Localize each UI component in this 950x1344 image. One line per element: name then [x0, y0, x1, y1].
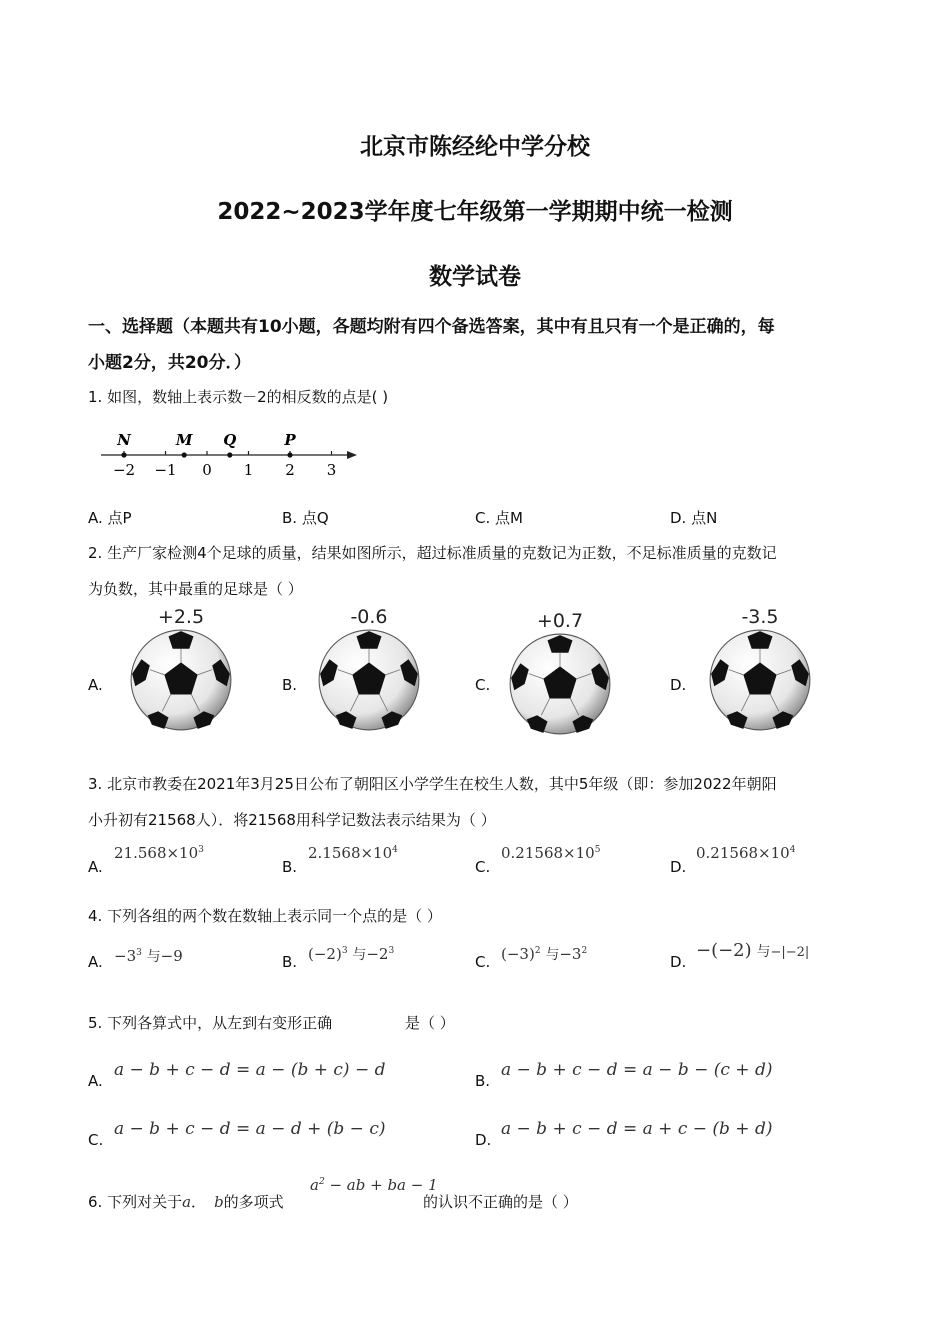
soccer-ball-icon [129, 628, 233, 732]
number-line-point-label: P [284, 431, 296, 449]
q2-stem-line2: 为负数，其中最重的足球是（ ） [88, 580, 303, 598]
q4-d-left: −(−2) [696, 940, 752, 961]
q4-d-right: −|−2| [770, 945, 810, 960]
number-line-figure [95, 426, 365, 482]
number-line-point-label: M [175, 431, 193, 449]
number-line-point [182, 452, 187, 457]
q6-poly-rest: − ab + ba − 1 [324, 1176, 438, 1194]
q5-option-a-letter[interactable]: A. [88, 1072, 103, 1090]
q4-c-left-exp: 2 [534, 946, 541, 956]
section-heading-line2: 小题2分，共20分．） [88, 353, 251, 373]
q1-option-a[interactable]: A. 点P [88, 509, 132, 527]
q4-c-connector: 与 [545, 947, 560, 963]
q4-option-b-letter[interactable]: B. [282, 953, 298, 971]
q2-ball-c[interactable] [505, 610, 615, 740]
q4-a-right: −9 [160, 947, 183, 965]
number-line-point [121, 452, 126, 457]
exam-title: 2022~2023学年度七年级第一学期期中统一检测 [217, 199, 733, 225]
number-line-point-label: N [117, 431, 131, 449]
ball-weight-label: +0.7 [536, 610, 584, 632]
q5-option-b-expr[interactable]: a − b + c − d = a − b − (c + d) [501, 1060, 773, 1080]
q4-option-c-expr[interactable] [501, 944, 587, 964]
q3-b-base: 2.1568×10 [308, 844, 393, 862]
number-line-point [287, 452, 292, 457]
q3-b-exp: 4 [392, 845, 398, 855]
q3-d-base: 0.21568×10 [696, 844, 790, 862]
q3-option-d-letter[interactable]: D. [670, 858, 687, 876]
q2-option-b-letter[interactable]: B. [282, 676, 298, 694]
q6-var-b: b [214, 1193, 224, 1211]
q3-a-base: 21.568×10 [114, 844, 199, 862]
q2-ball-b[interactable] [314, 606, 424, 736]
q3-stem-line2: 小升初有21568人）．将21568用科学记数法表示结果为（ ） [88, 811, 496, 829]
q3-option-d-expr[interactable] [696, 844, 795, 862]
number-line-tick-label: 0 [202, 461, 212, 479]
number-line-tick-label: 2 [285, 461, 295, 479]
q4-a-connector: 与 [146, 949, 161, 965]
q5-option-c-letter[interactable]: C. [88, 1131, 104, 1149]
q6-polynomial [310, 1176, 438, 1194]
q1-option-d[interactable]: D. 点N [670, 509, 718, 527]
q4-b-connector: 与 [352, 947, 367, 963]
soccer-ball-icon [317, 628, 421, 732]
q4-option-a-expr[interactable] [114, 946, 183, 966]
q6-var-a: a [182, 1193, 192, 1211]
q5-option-d-letter[interactable]: D. [475, 1131, 492, 1149]
soccer-ball-icon [508, 632, 612, 736]
q4-d-connector: 与 [756, 944, 771, 960]
q4-option-a-letter[interactable]: A. [88, 953, 103, 971]
ball-weight-label: +2.5 [157, 606, 205, 628]
soccer-ball-icon [708, 628, 812, 732]
q3-option-a-expr[interactable] [114, 844, 204, 862]
number-line-tick-label: 1 [243, 461, 254, 479]
q6-stem-part2: 的多项式 [223, 1193, 284, 1211]
q3-d-exp: 4 [789, 845, 796, 855]
section-heading-line1: 一、选择题（本题共有10小题，各题均附有四个备选答案，其中有且只有一个是正确的，每 [88, 317, 775, 337]
number-line-point [227, 452, 232, 457]
q4-b-right-exp: 3 [388, 946, 395, 956]
ball-weight-label: -0.6 [350, 606, 388, 628]
q3-c-exp: 5 [594, 845, 601, 855]
q6-poly-base: a [310, 1176, 319, 1194]
subject-title: 数学试卷 [429, 264, 521, 290]
q1-option-c[interactable]: C. 点M [475, 509, 523, 527]
q3-option-b-expr[interactable] [308, 844, 398, 862]
q3-option-c-expr[interactable] [501, 844, 600, 862]
q1-stem: 1. 如图，数轴上表示数－2的相反数的点是( ) [88, 388, 389, 406]
q2-ball-a[interactable] [126, 606, 236, 736]
q3-option-b-letter[interactable]: B. [282, 858, 298, 876]
q3-c-base: 0.21568×10 [501, 844, 595, 862]
q4-a-left-exp: 3 [136, 948, 142, 958]
number-line-tick-label: 3 [326, 461, 337, 479]
q1-option-b[interactable]: B. 点Q [282, 509, 329, 527]
number-line-point-label: Q [223, 431, 237, 449]
q4-c-left: (−3) [501, 945, 535, 963]
q4-stem: 4. 下列各组的两个数在数轴上表示同一个点的是（ ） [88, 907, 442, 925]
ball-weight-label: -3.5 [741, 606, 779, 628]
q4-b-left: (−2) [308, 945, 342, 963]
school-name: 北京市陈经纶中学分校 [360, 134, 590, 160]
q4-c-right: −3 [559, 945, 582, 963]
q6-stem [88, 1191, 284, 1212]
q4-b-right: −2 [366, 945, 389, 963]
q3-a-exp: 3 [198, 845, 204, 855]
q5-stem-part1: 5. 下列各算式中，从左到右变形正确 [88, 1014, 333, 1032]
q4-option-c-letter[interactable]: C. [475, 953, 491, 971]
q2-ball-d[interactable] [705, 606, 815, 736]
number-line-tick-label: −1 [154, 461, 177, 479]
q4-option-d-expr[interactable] [696, 940, 809, 961]
q5-option-a-expr[interactable]: a − b + c − d = a − (b + c) − d [114, 1060, 386, 1080]
number-line-tick-label: −2 [112, 461, 136, 479]
q6-poly-exp: 2 [318, 1177, 325, 1187]
q3-option-c-letter[interactable]: C. [475, 858, 491, 876]
q4-c-right-exp: 2 [581, 946, 588, 956]
q6-separator: ． [191, 1193, 207, 1211]
q3-option-a-letter[interactable]: A. [88, 858, 103, 876]
q2-option-c-letter[interactable]: C. [475, 676, 491, 694]
q4-b-left-exp: 3 [341, 946, 348, 956]
q2-option-d-letter[interactable]: D. [670, 676, 687, 694]
q5-option-b-letter[interactable]: B. [475, 1072, 491, 1090]
q4-option-d-letter[interactable]: D. [670, 953, 687, 971]
q4-a-left: −3 [114, 947, 137, 965]
q6-stem-part3: 的认识不正确的是（ ） [423, 1193, 578, 1211]
q3-stem-line1: 3. 北京市教委在2021年3月25日公布了朝阳区小学学生在校生人数，其中5年级（即：参加2022年朝阳 [88, 775, 777, 793]
q4-option-b-expr[interactable] [308, 944, 394, 964]
q2-stem-line1: 2. 生产厂家检测4个足球的质量，结果如图所示，超过标准质量的克数记为正数，不足标准质量的克数记 [88, 544, 777, 562]
q6-stem-part1: 6. 下列对关于 [88, 1193, 183, 1211]
q2-option-a-letter[interactable]: A. [88, 676, 103, 694]
q5-stem-part2: 是（ ） [405, 1014, 455, 1032]
number-line-arrow [347, 451, 357, 459]
q5-option-d-expr[interactable]: a − b + c − d = a + c − (b + d) [501, 1119, 773, 1139]
q5-option-c-expr[interactable]: a − b + c − d = a − d + (b − c) [114, 1119, 386, 1139]
